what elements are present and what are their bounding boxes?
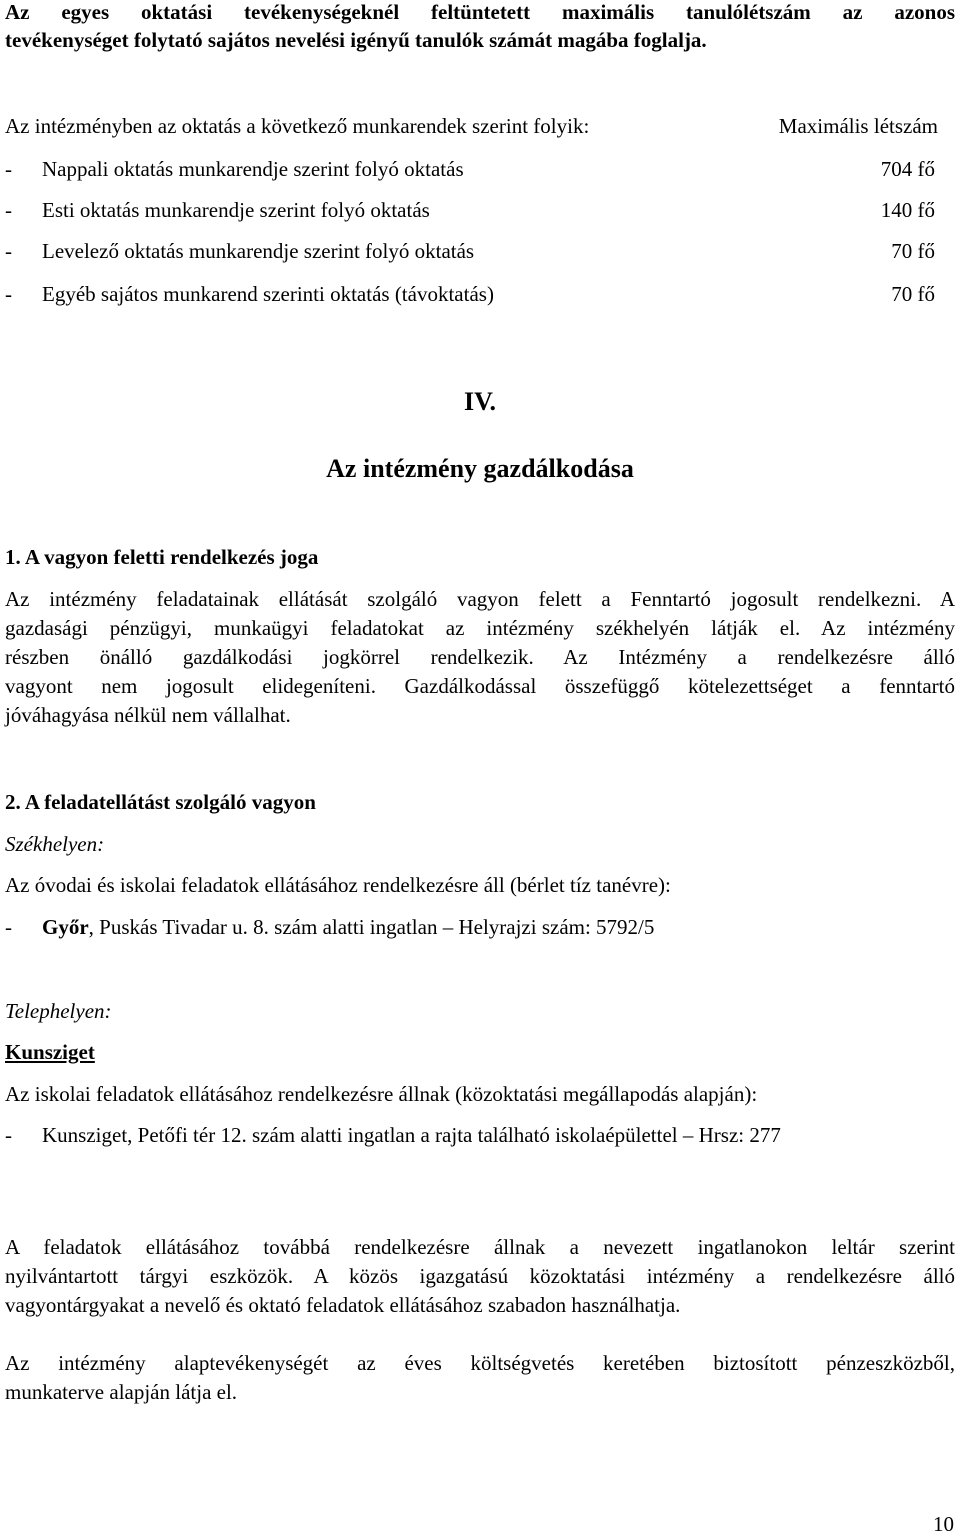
row-dash: - bbox=[5, 157, 12, 181]
section-1-line: vagyont nem jogosult elidegeníteni. Gazdálkodással összefüggő kötelezettséget a fenntartó bbox=[5, 674, 955, 698]
row-dash: - bbox=[5, 198, 12, 222]
seat-label: Székhelyen: bbox=[5, 832, 105, 856]
intro-line-2: tevékenységet folytató sajátos nevelési igényű tanulók számát magába foglalja. bbox=[5, 28, 707, 52]
site-name: Kunsziget bbox=[5, 1040, 95, 1064]
row-dash: - bbox=[5, 239, 12, 263]
item-dash: - bbox=[5, 915, 12, 939]
section-1-line: gazdasági pénzügyi, munkaügyi feladatokat az intézmény székhelyén látják el. Az intézmény bbox=[5, 616, 955, 640]
row-dash: - bbox=[5, 282, 12, 306]
para-2-line: Az intézmény alaptevékenységét az éves költségvetés keretében biztosított pénzeszközből, bbox=[5, 1351, 955, 1375]
row-label: Esti oktatás munkarendje szerint folyó oktatás bbox=[42, 198, 430, 222]
section-1-line: Az intézmény feladatainak ellátását szolgáló vagyon felett a Fenntartó jogosult rendelkezni. A bbox=[5, 587, 955, 611]
schedule-header-right: Maximális létszám bbox=[778, 114, 938, 138]
intro-line-1: Az egyes oktatási tevékenységeknél feltüntetett maximális tanulólétszám az azonos bbox=[5, 0, 955, 24]
row-label: Levelező oktatás munkarendje szerint folyó oktatás bbox=[42, 239, 475, 263]
row-value: 704 fő bbox=[880, 157, 935, 181]
para-1-line: nyilvántartott tárgyi eszközök. A közös igazgatású közoktatási intézmény a rendelkezésre álló bbox=[5, 1264, 955, 1288]
section-1-heading: 1. A vagyon feletti rendelkezés joga bbox=[5, 545, 319, 569]
site-label: Telephelyen: bbox=[5, 999, 112, 1023]
site-text: Az iskolai feladatok ellátásához rendelkezésre állnak (közoktatási megállapodás alapján): bbox=[5, 1082, 758, 1106]
seat-city: Győr bbox=[42, 915, 89, 939]
chapter-number: IV. bbox=[463, 387, 497, 416]
section-2-heading: 2. A feladatellátást szolgáló vagyon bbox=[5, 790, 316, 814]
row-label: Nappali oktatás munkarendje szerint folyó oktatás bbox=[42, 157, 464, 181]
row-value: 70 fő bbox=[891, 239, 935, 263]
row-value: 140 fő bbox=[880, 198, 935, 222]
para-2-line: munkaterve alapján látja el. bbox=[5, 1380, 238, 1404]
item-dash: - bbox=[5, 1123, 12, 1147]
schedule-header-left: Az intézményben az oktatás a következő munkarendek szerint folyik: bbox=[5, 114, 590, 138]
section-1-line: jóváhagyása nélkül nem vállalhat. bbox=[5, 703, 291, 727]
para-1-line: vagyontárgyakat a nevelő és oktató feladatok ellátásához szabadon használhatja. bbox=[5, 1293, 681, 1317]
section-1-line: részben önálló gazdálkodási jogkörrel rendelkezik. Az Intézmény a rendelkezésre álló bbox=[5, 645, 955, 669]
page-number: 10 bbox=[933, 1512, 954, 1536]
row-label: Egyéb sajátos munkarend szerinti oktatás (távoktatás) bbox=[42, 282, 494, 306]
seat-address: , Puskás Tivadar u. 8. szám alatti ingatlan – Helyrajzi szám: 5792/5 bbox=[88, 915, 655, 939]
seat-text: Az óvodai és iskolai feladatok ellátásához rendelkezésre áll (bérlet tíz tanévre): bbox=[5, 873, 671, 897]
chapter-title: Az intézmény gazdálkodása bbox=[326, 454, 634, 483]
para-1-line: A feladatok ellátásához továbbá rendelkezésre állnak a nevezett ingatlanokon leltár szerint bbox=[5, 1235, 955, 1259]
site-address: Kunsziget, Petőfi tér 12. szám alatti ingatlan a rajta található iskolaépülettel – Hrsz: 277 bbox=[42, 1123, 781, 1147]
row-value: 70 fő bbox=[891, 282, 935, 306]
